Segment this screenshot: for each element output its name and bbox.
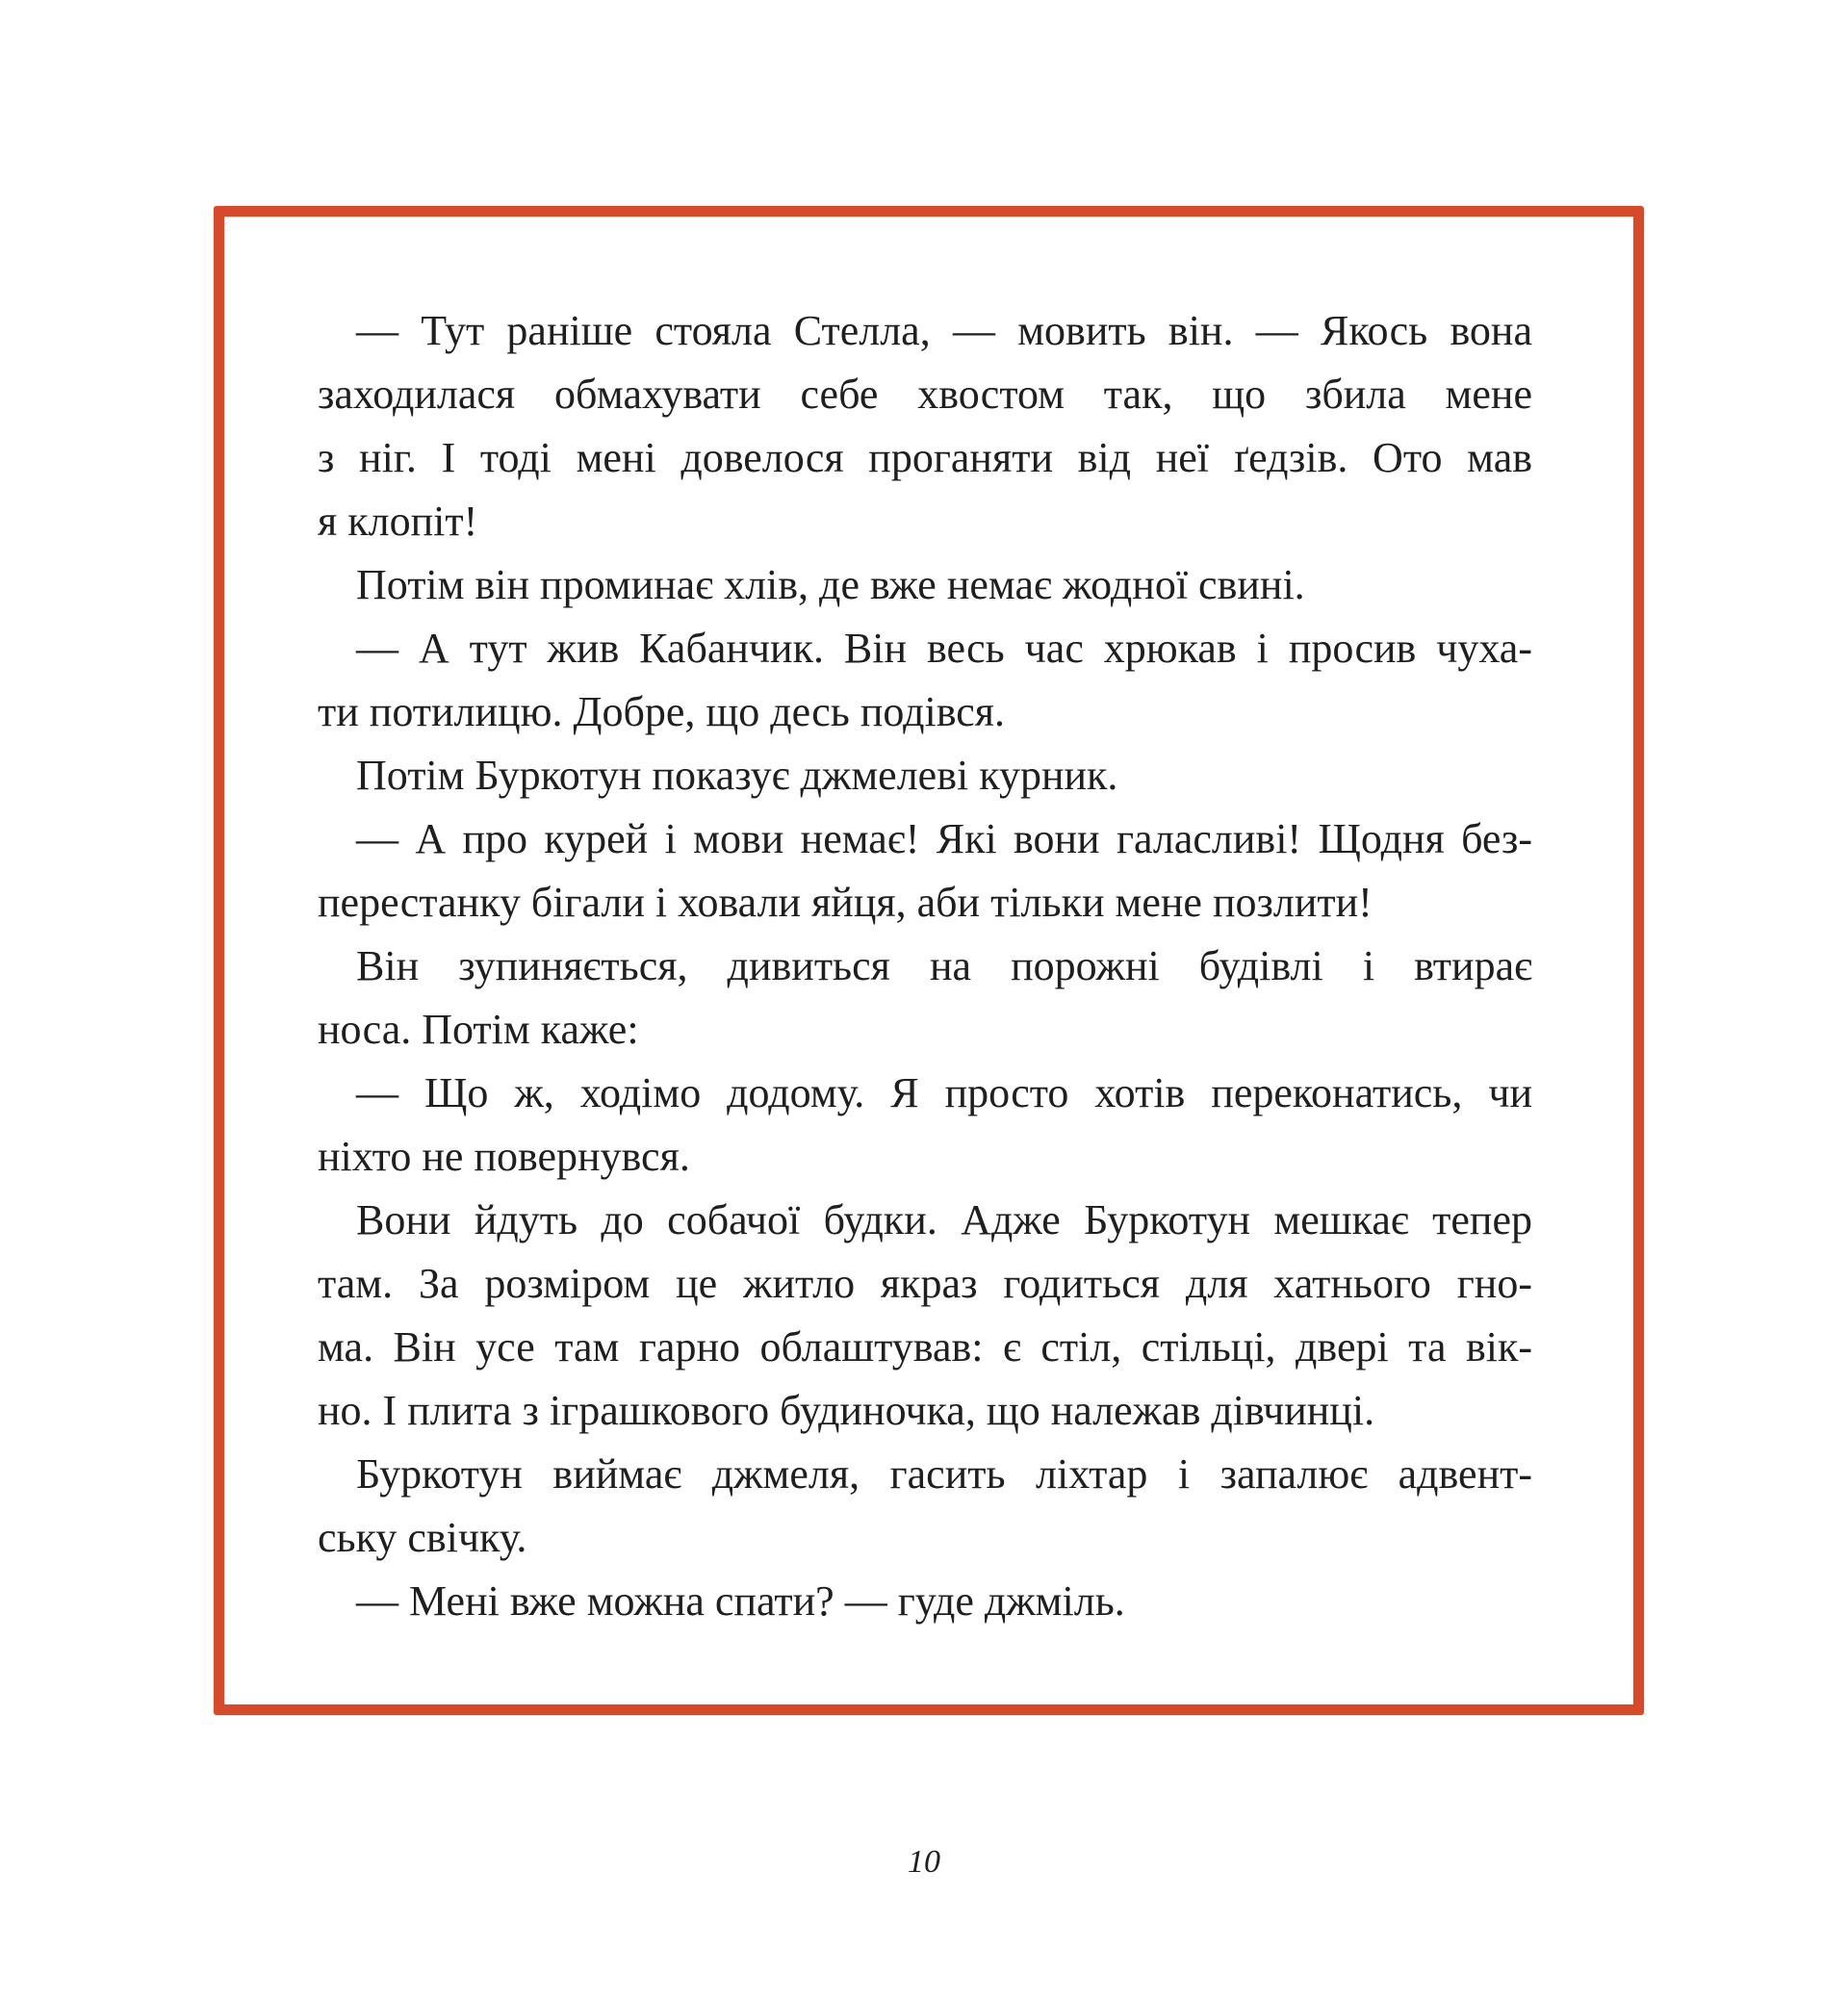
text-line: ніхто не повернувся. [318,1133,690,1180]
text-line: ти потилицю. Добре, що десь подівся. [318,688,1006,735]
text-line: но. І плита з іграшкового будиночка, що належав дівчинці. [318,1387,1375,1434]
text-line: — Що ж, ходімо додому. Я просто хотів переконатись, чи [356,1069,1532,1116]
text-line: там. За розміром це житло якраз годиться для хатнього гно- [318,1260,1532,1307]
text-line: — А про курей і мови немає! Які вони галасливі! Щодня без- [356,815,1532,862]
text-line: ську свічку. [318,1514,527,1561]
text-line: — Тут раніше стояла Стелла, — мовить він. — Якось вона [356,307,1532,354]
text-line: перестанку бігали і ховали яйця, аби тільки мене позлити! [318,879,1373,926]
text-line: заходилася обмахувати себе хвостом так, що збила мене [318,371,1532,418]
text-line: носа. Потім каже: [318,1006,639,1053]
text-line: Буркотун виймає джмеля, гасить ліхтар і запалює адвент- [356,1450,1532,1498]
text-line: Вони йдуть до собачої будки. Адже Буркотун мешкає тепер [356,1196,1532,1243]
text-line: — Мені вже можна спати? — гуде джміль. [356,1577,1125,1625]
text-line: — А тут жив Кабанчик. Він весь час хрюкав і просив чуха- [356,625,1532,672]
text-line: ма. Він усе там гарно облаштував: є стіл, стільці, двері та вік- [318,1323,1532,1371]
page-number: 10 [908,1844,940,1880]
story-text-block [318,299,1532,1633]
text-line: Потім Буркотун показує джмелеві курник. [356,752,1118,799]
text-line: з ніг. І тоді мені довелося проганяти від неї ґедзів. Ото мав [318,434,1532,481]
text-line: Він зупиняється, дивиться на порожні будівлі і втирає [356,942,1532,989]
text-line: я клопіт! [318,498,478,545]
text-line: Потім він проминає хлів, де вже немає жодної свині. [356,561,1305,608]
